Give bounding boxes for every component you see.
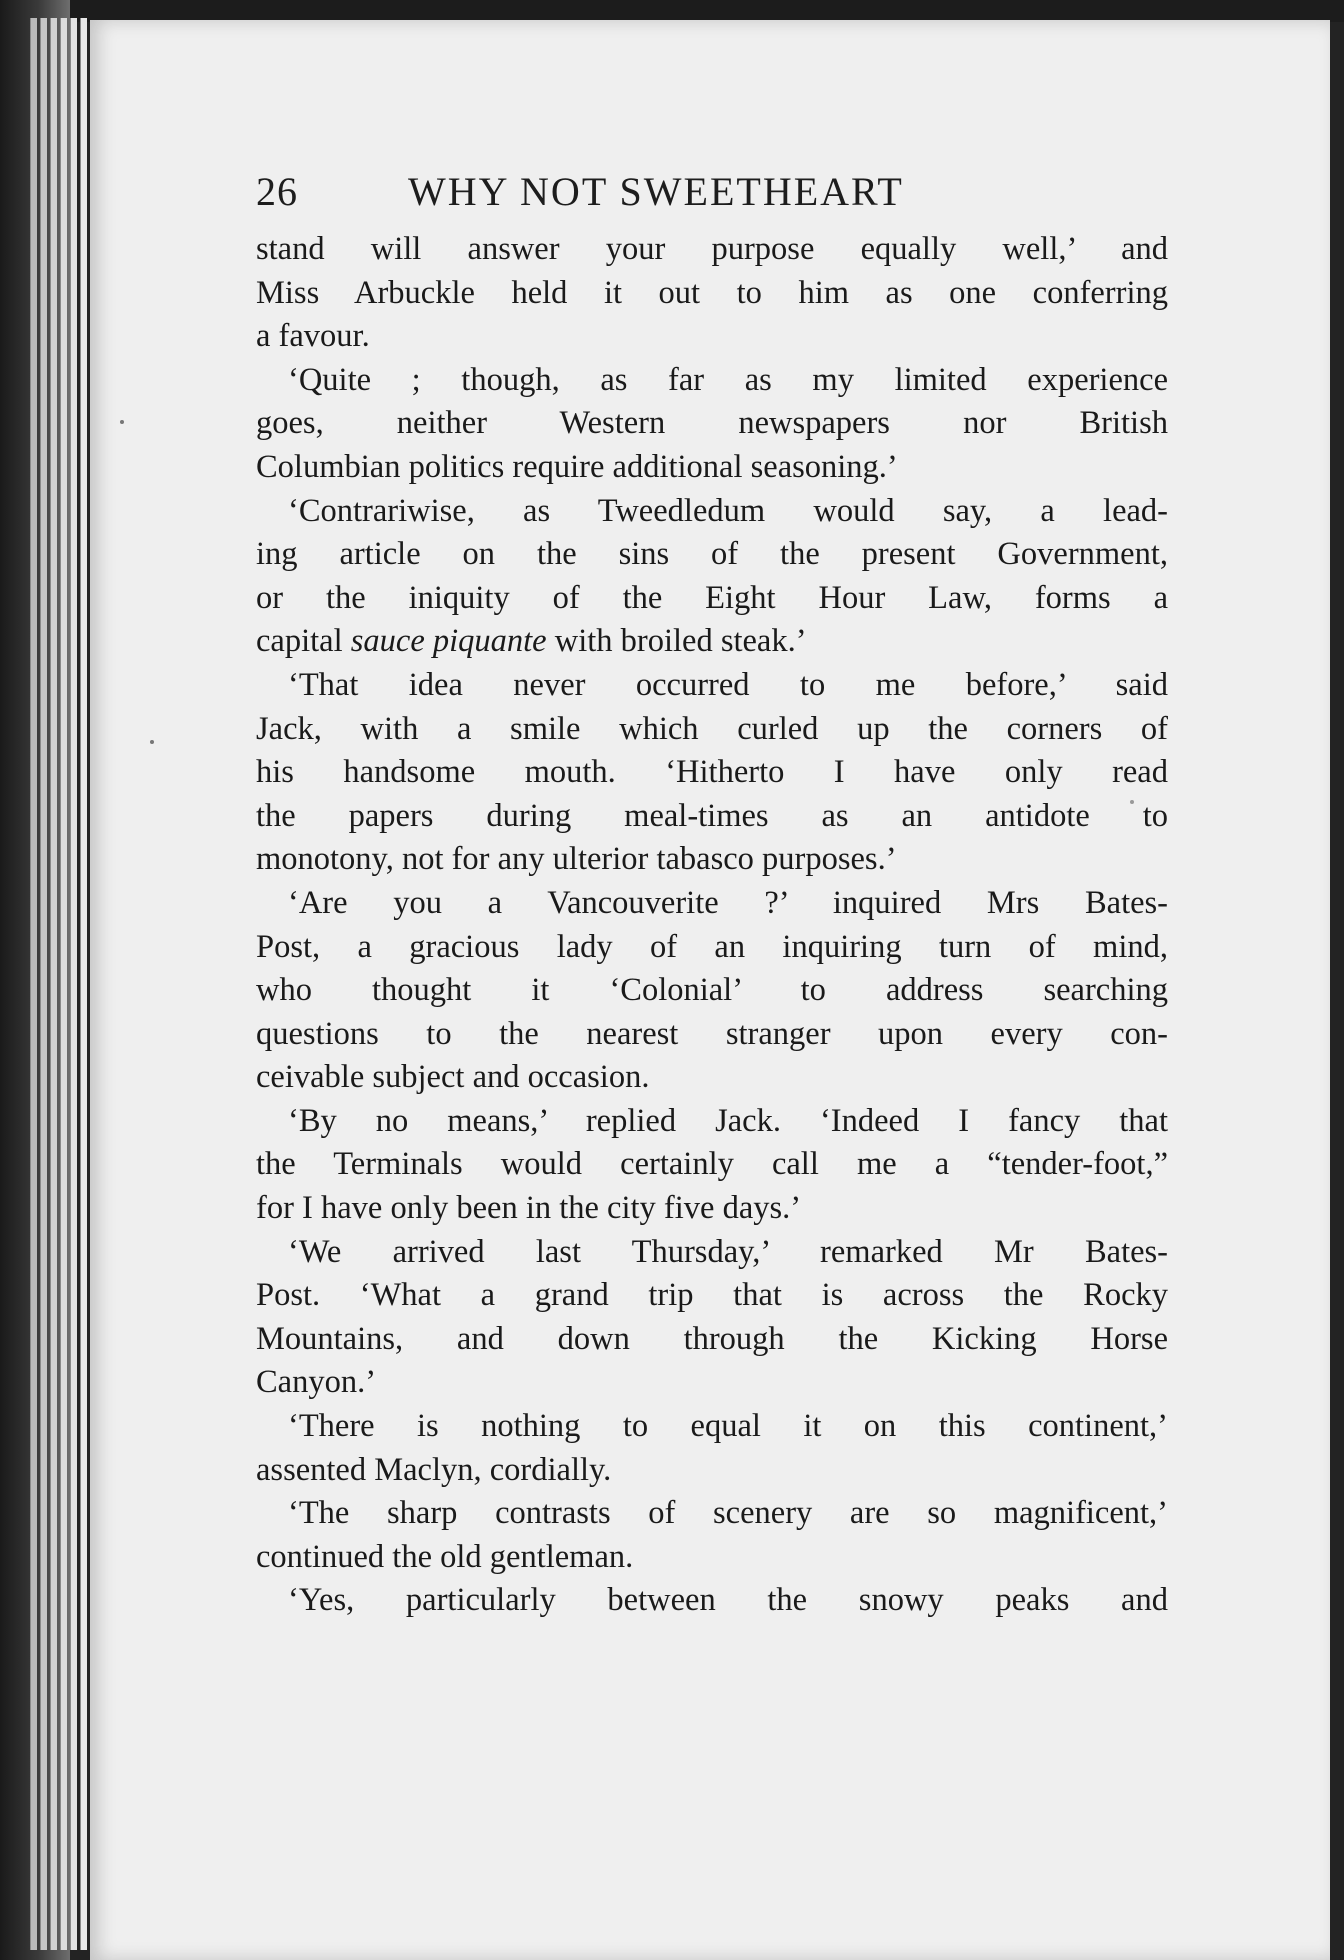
text-line: Mountains, and down through the Kicking Horse — [256, 1320, 1168, 1357]
text-line: continued the old gentleman. — [256, 1538, 634, 1575]
paper-speck — [150, 740, 154, 744]
text-line: a favour. — [256, 318, 370, 355]
scan-top-border — [0, 0, 1344, 22]
text-line: stand will answer your purpose equally well,’ and — [256, 231, 1168, 267]
text-fragment: capital — [256, 623, 343, 660]
text-line: ‘Are you a Vancouverite ?’ inquired Mrs Bates- — [288, 884, 1168, 921]
text-line: Miss Arbuckle held it out to him as one conferring — [256, 274, 1168, 311]
italic-phrase: sauce piquante — [350, 623, 547, 660]
text-line: Canyon.’ — [256, 1364, 377, 1401]
text-line: monotony, not for any ulterior tabasco purposes.’ — [256, 841, 897, 878]
text-line: ‘There is nothing to equal it on this continent,’ — [288, 1408, 1168, 1445]
page-edge — [50, 18, 57, 1950]
body-text — [256, 228, 1168, 1623]
text-line: ‘Yes, particularly between the snowy peaks and — [288, 1582, 1168, 1619]
text-line: Post. ‘What a grand trip that is across the Rocky — [256, 1277, 1168, 1314]
text-line: ‘We arrived last Thursday,’ remarked Mr Bates- — [288, 1233, 1168, 1270]
page-edge — [30, 18, 37, 1950]
page-number: 26 — [256, 169, 298, 214]
text-line: goes, neither Western newspapers nor British — [256, 405, 1168, 442]
text-line: ‘Quite ; though, as far as my limited experience — [288, 361, 1168, 398]
text-line: ceivable subject and occasion. — [256, 1059, 650, 1096]
text-line: assented Maclyn, cordially. — [256, 1451, 612, 1488]
text-line: or the iniquity of the Eight Hour Law, forms a — [256, 579, 1168, 616]
page-header — [256, 168, 1170, 222]
text-line: ‘Contrariwise, as Tweedledum would say, a lead- — [288, 492, 1168, 529]
page-edge — [60, 18, 67, 1950]
text-line: for I have only been in the city five days.’ — [256, 1190, 802, 1227]
text-line: ‘That idea never occurred to me before,’ said — [288, 666, 1168, 703]
text-line: the papers during meal-times as an antidote to — [256, 797, 1168, 834]
text-line: Jack, with a smile which curled up the corners of — [256, 710, 1168, 747]
text-line: questions to the nearest stranger upon every con- — [256, 1015, 1168, 1052]
page-edge — [80, 18, 87, 1950]
text-line: ing article on the sins of the present Government, — [256, 536, 1168, 573]
text-line: who thought it ‘Colonial’ to address searching — [256, 972, 1168, 1009]
text-fragment: with broiled steak.’ — [554, 623, 807, 660]
text-line: ‘By no means,’ replied Jack. ‘Indeed I fancy that — [288, 1102, 1168, 1139]
text-line: Columbian politics require additional seasoning.’ — [256, 448, 898, 485]
running-title: WHY NOT SWEETHEART — [408, 169, 904, 214]
text-line: Post, a gracious lady of an inquiring turn of mind, — [256, 928, 1168, 965]
paper-speck — [120, 420, 124, 424]
text-line: the Terminals would certainly call me a “tender-foot,” — [256, 1146, 1168, 1183]
page-edge — [70, 18, 77, 1950]
text-line: ‘The sharp contrasts of scenery are so magnificent,’ — [288, 1495, 1168, 1532]
text-line-with-italic — [256, 620, 1168, 664]
text-line: his handsome mouth. ‘Hitherto I have only read — [256, 754, 1168, 791]
page-edge — [40, 18, 47, 1950]
